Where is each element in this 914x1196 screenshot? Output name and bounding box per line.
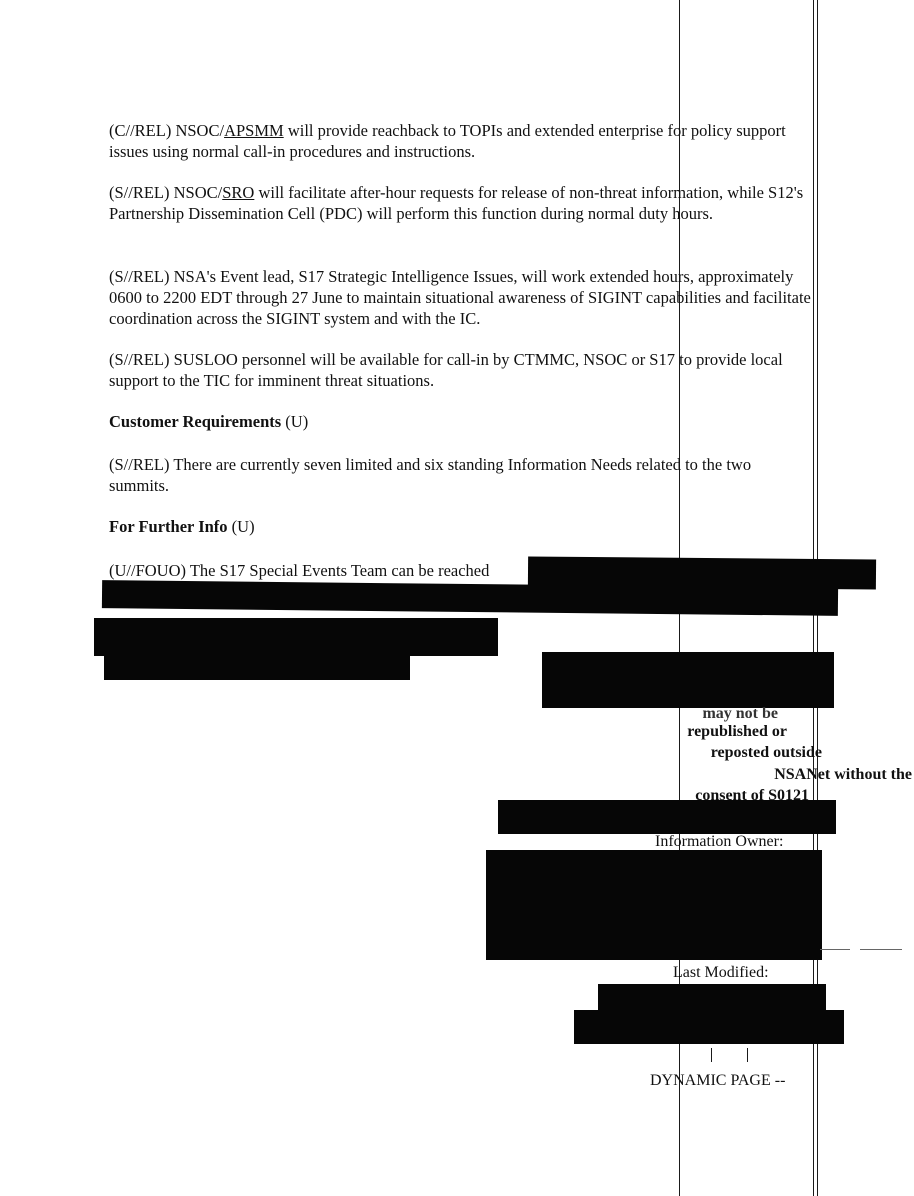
scan-tick [711,1048,712,1062]
redaction-block [542,652,834,708]
redaction-block [598,984,826,1010]
sidebar-notice-line-2: republished or [687,723,787,740]
scan-tick [747,1048,748,1062]
redaction-block [486,850,822,960]
paragraph-contact: (U//FOUO) The S17 Special Events Team can be reached [109,561,490,580]
heading-further-info [109,516,255,537]
last-modified-label: Last Modified: [673,964,769,981]
redaction-block [104,648,410,680]
paragraph-reachback [109,120,814,162]
org-name: SRO [222,183,255,202]
sidebar-notice-line-3: reposted outside [710,744,822,761]
paragraph-susloo: (S//REL) SUSLOO personnel will be available for call-in by CTMMC, NSOC or S17 to provide local support to the TIC for imminent threat situations. [109,350,783,390]
paragraph-event-lead: (S//REL) NSA's Event lead, S17 Strategic Intelligence Issues, will work extended hours, approximately 0600 to 2200 EDT through 27 June to maintain situational awareness of SIGINT capabilities and facilitate coordination across the SIGINT system and with the IC. [109,267,811,328]
paragraph-text: will provide reachback to TOPIs and extended enterprise for policy support issues using normal call-in procedures and instructions. [109,121,786,161]
heading-marking: (U) [281,412,309,431]
information-owner-label: Information Owner: [655,833,784,850]
sidebar-notice-line-5: consent of S0121 [695,787,809,804]
paragraph-text: will facilitate after-hour requests for release of non-threat information, while S12's Partnership Dissemination Cell (PDC) will perform this function during normal duty hours. [109,183,804,223]
paragraph-information-needs: (S//REL) There are currently seven limited and six standing Information Needs related to the two summits. [109,455,752,495]
sidebar-notice-line-4: NSANet without the [774,766,912,783]
heading-marking: (U) [227,517,255,536]
sidebar-notice-line-1: may not be [702,705,778,722]
scan-dash [860,949,902,950]
dynamic-page-label: DYNAMIC PAGE -- [650,1072,786,1089]
paragraph-marking: (S//REL) NSOC/ [109,183,223,202]
heading-customer-requirements [109,411,308,432]
paragraph-marking: (C//REL) NSOC/ [109,121,225,140]
paragraph-release-requests [109,182,814,224]
redaction-block [574,1010,844,1044]
scan-dash [820,949,850,950]
heading-text: Customer Requirements [109,412,282,431]
org-name: APSMM [224,121,284,140]
heading-text: For Further Info [109,517,228,536]
